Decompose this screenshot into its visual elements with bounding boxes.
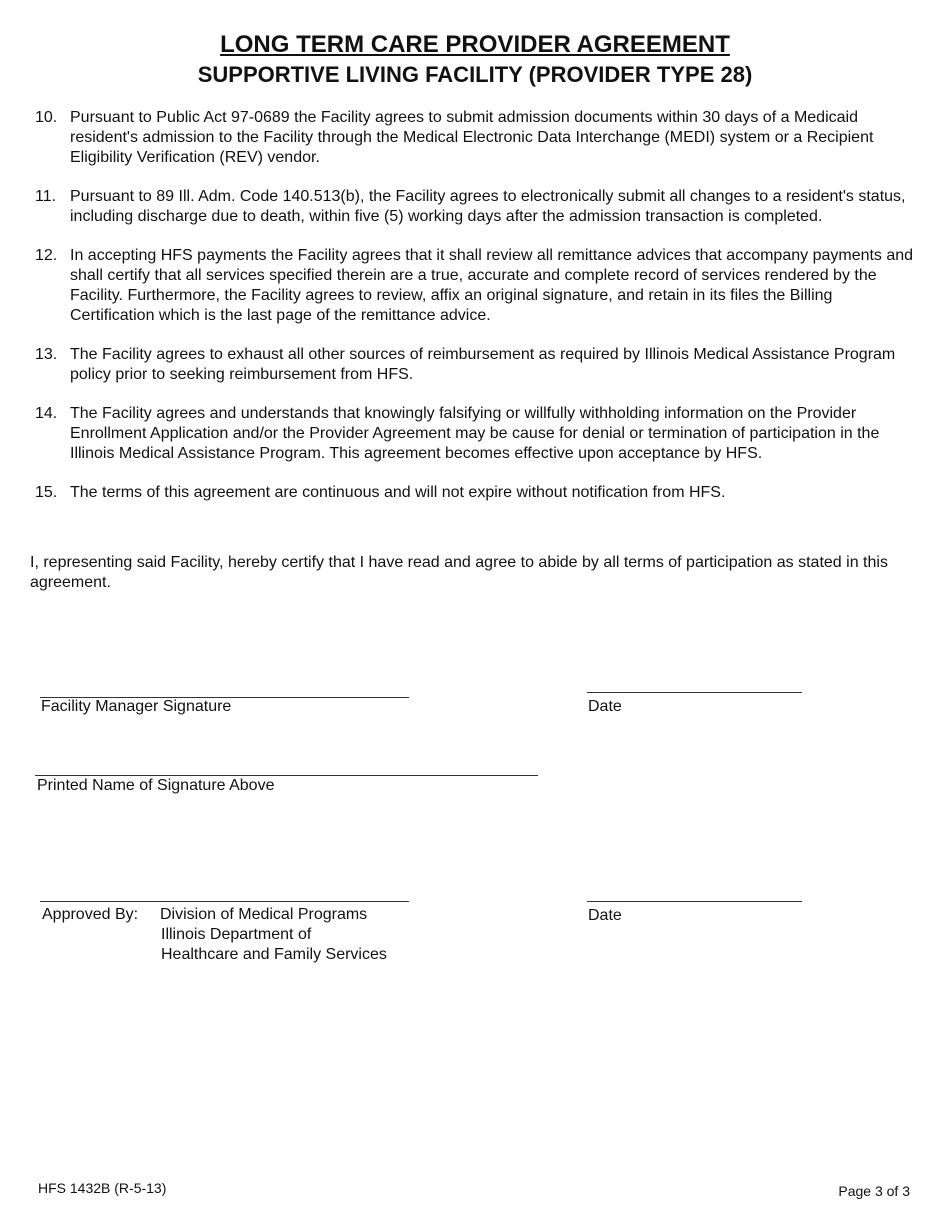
form-identifier: HFS 1432B (R-5-13)	[38, 1180, 167, 1196]
certification-statement: I, representing said Facility, hereby certify that I have read and agree to abide by all terms of participation as stated in this agreement.	[30, 554, 888, 591]
item-text: Pursuant to Public Act 97-0689 the Facility agrees to submit admission documents within 30 days of a Medicaid resident's admission to the Facility through the Medical Electronic Data Interchange (MEDI) system or a Recipient Eligibility Verification (REV) vendor.	[70, 109, 874, 166]
item-number: 15.	[35, 484, 58, 501]
printed-name-label: Printed Name of Signature Above	[37, 777, 275, 794]
approver-line-2: Illinois Department of	[161, 926, 312, 943]
date-label-1: Date	[588, 698, 622, 715]
item-number: 14.	[35, 405, 58, 422]
list-item	[30, 345, 920, 385]
list-item	[30, 404, 920, 464]
list-item	[30, 187, 920, 227]
list-item	[30, 246, 920, 326]
item-text: The terms of this agreement are continuous and will not expire without notification from HFS.	[70, 484, 726, 501]
item-text: Pursuant to 89 Ill. Adm. Code 140.513(b), the Facility agrees to electronically submit all changes to a resident's status, including discharge due to death, within five (5) working days after the admission transaction is completed.	[70, 188, 906, 225]
agreement-terms-list	[30, 108, 920, 522]
item-number: 10.	[35, 109, 58, 126]
document-header	[0, 30, 950, 90]
item-number: 11.	[35, 188, 57, 205]
list-item	[30, 108, 920, 168]
item-number: 13.	[35, 346, 58, 363]
date-line-1[interactable]	[587, 692, 802, 693]
item-text: In accepting HFS payments the Facility agrees that it shall review all remittance advices that accompany payments and shall certify that all services specified therein are a true, accurate and complete record of services rendered by the Facility. Furthermore, the Facility agrees to review, affix an original signature, and retain in its files the Billing Certification which is the last page of the remittance advice.	[70, 247, 914, 324]
item-number: 12.	[35, 247, 58, 264]
item-text: The Facility agrees to exhaust all other sources of reimbursement as required by Illinois Medical Assistance Program policy prior to seeking reimbursement from HFS.	[70, 346, 896, 383]
date-line-2[interactable]	[587, 901, 802, 902]
item-text: The Facility agrees and understands that knowingly falsifying or willfully withholding information on the Provider Enrollment Application and/or the Provider Agreement may be cause for denial or termination of participation in the Illinois Medical Assistance Program. This agreement becomes effective upon acceptance by HFS.	[70, 405, 880, 462]
list-item	[30, 483, 920, 503]
approver-line-1: Division of Medical Programs	[160, 906, 368, 923]
approver-line-3: Healthcare and Family Services	[161, 946, 387, 963]
date-label-2: Date	[588, 907, 622, 924]
page-number: Page 3 of 3	[838, 1183, 910, 1199]
approved-by-signature-line[interactable]	[40, 901, 409, 902]
document-title: LONG TERM CARE PROVIDER AGREEMENT	[220, 31, 730, 58]
facility-manager-signature-label: Facility Manager Signature	[41, 698, 232, 715]
approved-by-label: Approved By:	[42, 906, 139, 923]
document-subtitle: SUPPORTIVE LIVING FACILITY (PROVIDER TYPE 28)	[197, 62, 753, 87]
